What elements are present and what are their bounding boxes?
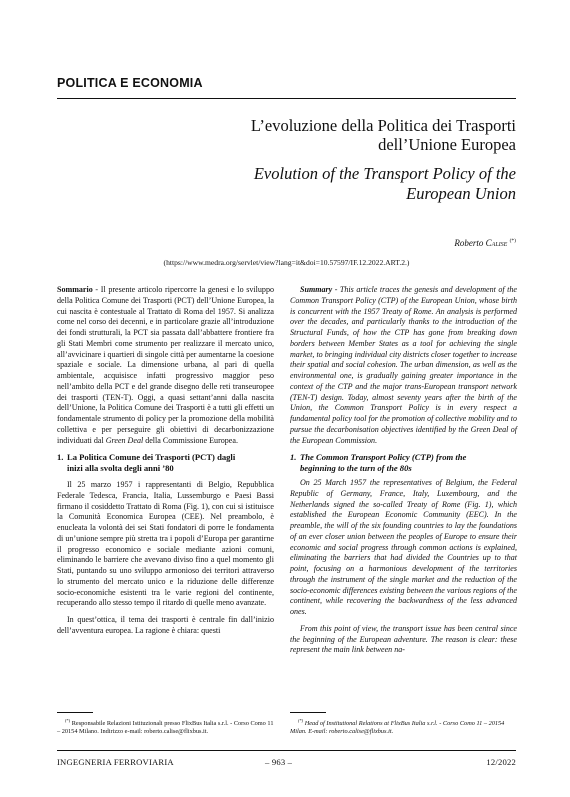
summary-it-green-deal: Green Deal (105, 435, 144, 445)
heading-it-number: 1. (57, 452, 64, 462)
summary-english (290, 285, 517, 446)
footnote-en-marker: (*) (297, 718, 304, 723)
summary-it-text: - Il presente articolo ripercorre la genesi e lo sviluppo della Politica Comune dei Trasporti (PCT) dell’Unione Europea, la cui nascita è contestuale al Trattato di Roma del 1957. Si analizza come nel corso dei decenni, e in particolare grazie all’introduzione dei fondi strutturali, la PCT sia passata dall’abbattere frontiere fra gli Stati Membri come strumento per realizzare il mercato unico, all’avvicinare i quartieri di singole città per aumentarne la coesione spaziale e sociale. La dimensione urbana, al pari di quella ambientale, acquisisce infatti progressivo maggior peso nell’ambito della PCT e del grande disegno delle reti transeuropee dei trasporti (TEN-T). Oggi, a quasi settant’anni dalla nascita dell’Unione, la Politica Comune dei Trasporti è a tutti gli effetti un fondamentale strumento di policy per la promozione della mobilità collettiva e per perseguire gli obiettivi di decarbonizzazione individuati dal (57, 285, 274, 445)
author-first-name: Roberto (454, 238, 486, 248)
footnote-english (290, 717, 517, 737)
section-heading-italian (57, 452, 274, 473)
doi-link[interactable]: (https://www.medra.org/servlet/view?lang=it&doi=10.57597/IF.12.2022.ART.2.) (163, 258, 410, 267)
heading-it-line1: La Politica Comune dei Trasporti (PCT) dagli (67, 452, 236, 462)
footer-rule (57, 750, 516, 751)
heading-it-line2: inizi alla svolta degli anni ’80 (67, 462, 174, 473)
footer-journal: INGEGNERIA FERROVIARIA (57, 757, 174, 767)
heading-en-number: 1. (290, 452, 297, 462)
footnote-en-text: Head of Institutional Relations at FlixBus Italia s.r.l. - Corso Como 11 – 20154 Milan. E-mail: roberto.calise@flixbus.it. (290, 720, 505, 736)
footnote-it-marker: (*) (64, 718, 71, 723)
summary-it-tail: della Commissione Europea. (143, 435, 238, 445)
footer-page-number: – 963 – (265, 757, 293, 767)
summary-en-label: Summary (300, 285, 333, 294)
footnote-rule-left (57, 712, 93, 713)
body-it-paragraph: In quest’ottica, il tema dei trasporti è centrale fin dall’inizio dell’avventura europea. La ragione è chiara: questi (57, 615, 274, 635)
body-italian (57, 480, 274, 637)
title-italian: L’evoluzione della Politica dei Trasporti dell’Unione Europea (250, 116, 516, 154)
body-english (290, 478, 517, 656)
summary-en-text: - This article traces the genesis and development of the Common Transport Policy (CTP) of the European Union, whose birth is concurrent with the 1957 Treaty of Rome. An analysis is performed over the decades, and particularly thanks to the introduction of the Structural Funds, of how the CTP has gone from breaking down borders between Member States as a tool for achieving the single market, to bringing individual city districts closer together to increase their spatial and social cohesion. The urban dimension, as well as the environmental one, is gradually gaining greater importance in the context of the CTP and the major trans-European transport network (TEN-T) design. Today, almost seventy years after the birth of the Union, the Common Transport Policy is in every respect a fundamental policy tool for the promotion of collective mobility and to pursue the decarbonisation objectives identified by the Green Deal of the European Commission. (290, 285, 517, 445)
summary-italian (57, 285, 274, 446)
author-last-name: Calise (485, 238, 508, 248)
body-en-paragraph: On 25 March 1957 the representatives of Belgium, the Federal Republic of Germany, France, Italy, Luxembourg, and the Netherlands signed the so-called Treaty of Rome (Fig. 1), which established the European Economic Community (EEC). In the preamble, the will of the six founding countries to lay the foundations of an ever closer union between the peoples of Europe to ensure their economic and social progress through common actions is explained, eliminating the barriers that had divided the Countries up to that point, focusing on a harmonious development of the territories through the instrument of the single market and the reduction of the socio-economic differences existing between the various regions of the continent, while recovering the backwardness of the less advanced ones. (290, 478, 517, 616)
heading-en-line1: The Common Transport Policy (CTP) from the (300, 452, 467, 462)
body-it-paragraph: Il 25 marzo 1957 i rappresentanti di Belgio, Repubblica Federale Tedesca, Francia, Italia, Lussemburgo e Paesi Bassi firmano il cosiddetto Trattato di Roma (Fig. 1), con cui si istituisce la Comunità Economica Europea (CEE). Nel preambolo, è enucleata la volontà dei sei Stati fondatori di porre le fondamenta di un’unione sempre più stretta tra i popoli d’Europa per garantirne il progresso economico e sociale mediante azioni comuni, eliminando le barriere che avevano diviso fino a quel momento gli Stati, puntando su uno sviluppo armonioso dei territori attraverso lo strumento del mercato unico e la riduzione delle differenze socio-economiche esistenti tra le varie regioni del continente, recuperando allo stesso tempo il ritardo di quelle meno avanzate. (57, 480, 274, 608)
footer-issue: 12/2022 (486, 757, 516, 767)
title-english: Evolution of the Transport Policy of the European Union (253, 164, 516, 203)
section-heading-english (290, 452, 517, 473)
section-label: POLITICA E ECONOMIA (57, 76, 203, 90)
header-rule (57, 98, 516, 99)
footnote-rule-right (290, 712, 326, 713)
footnote-it-text: Responsabile Relazioni Istituzionali presso FlixBus Italia s.r.l. - Corso Como 11 – 20154 Milano. Indirizzo e-mail: roberto.calise@flixbus.it. (57, 720, 274, 736)
author-footnote-marker: (*) (509, 238, 516, 244)
author (454, 238, 516, 248)
footnote-italian (57, 717, 275, 737)
heading-en-line2: beginning to the turn of the 80s (300, 462, 412, 473)
summary-it-label: Sommario (57, 285, 93, 294)
body-en-paragraph: From this point of view, the transport issue has been central since the beginning of the European adventure. The reason is clear: these represent the main link between na- (290, 623, 517, 655)
